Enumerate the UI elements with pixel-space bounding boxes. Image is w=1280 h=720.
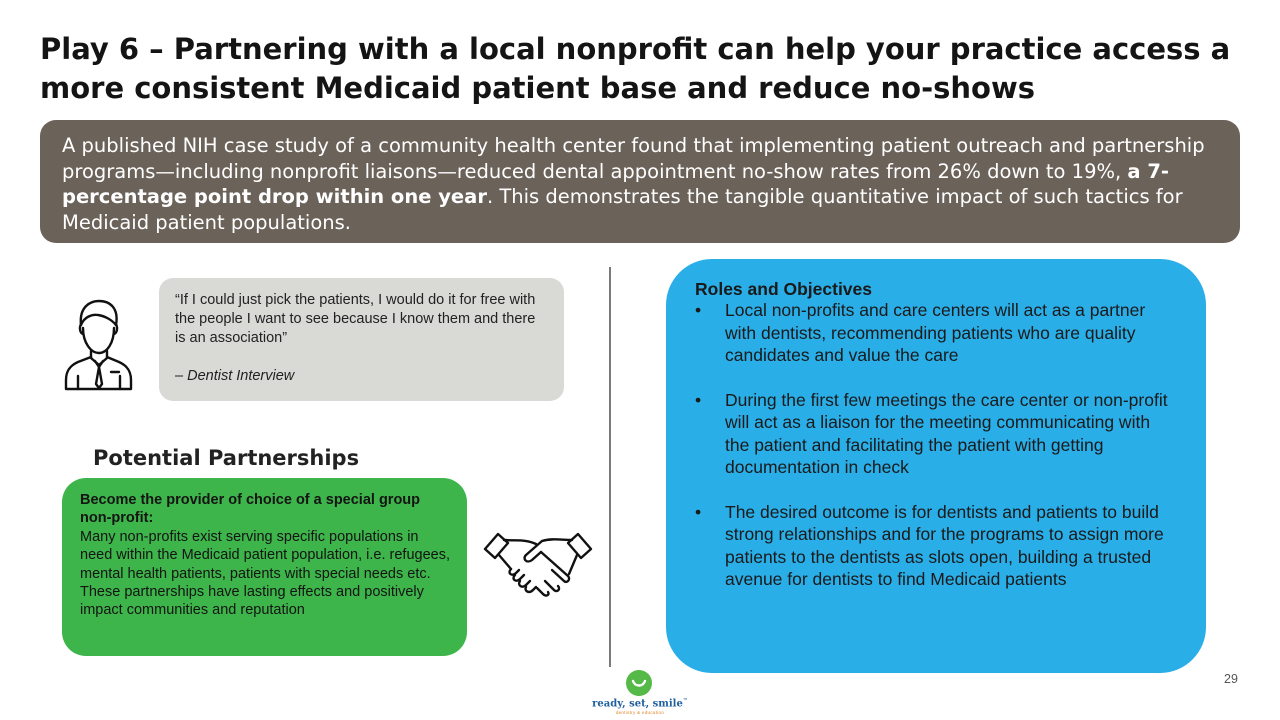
banner-text-end: . This demonstrates the tangible quantitative impact of such tactics for Medicaid patient populations. — [62, 185, 1183, 234]
page-title: Play 6 – Partnering with a local nonprofit can help your practice access a more consistent Medicaid patient base and reduce no-shows — [40, 32, 1231, 105]
partnership-box-heading: Become the provider of choice of a special group non-profit: — [80, 492, 421, 527]
bullet-icon: • — [695, 300, 702, 320]
logo-name: ready, set, smile — [592, 698, 683, 710]
roles-item-text: Local non-profits and care centers will act as a partner with dentists, recommending patients who are quality candidates and value the care — [725, 300, 1146, 365]
ready-set-smile-logo — [592, 670, 688, 716]
roles-list — [695, 299, 1176, 591]
bullet-icon: • — [695, 501, 702, 522]
dentist-quote — [159, 278, 564, 401]
roles-objectives-box — [666, 259, 1206, 673]
roles-list-item — [695, 501, 1176, 591]
quote-text: “If I could just pick the patients, I would do it for free with the people I want to see because I know them and there is an association” — [175, 292, 536, 346]
vertical-divider — [609, 267, 611, 667]
bullet-icon: • — [695, 389, 702, 410]
banner-text-start: A published NIH case study of a community health center found that implementing patient outreach and partnership programs—including nonprofit liaisons—reduced dental appointment no-show rates from 26% down to 19%, — [62, 134, 1205, 183]
partnership-box-body: Many non-profits exist serving specific populations in need within the Medicaid patient population, i.e. refugees, mental health patients, patients with special needs etc. These partnerships have lasting effects and positively impact communities and reputation — [80, 528, 450, 619]
logo-text — [592, 698, 688, 709]
roles-title: Roles and Objectives — [695, 279, 873, 299]
case-study-banner — [40, 120, 1240, 243]
roles-list-item — [695, 299, 1176, 367]
roles-list-item — [695, 389, 1176, 479]
logo-trademark: ™ — [682, 698, 688, 704]
roles-item-text: During the first few meetings the care center or non-profit will act as a liaison for the meeting communicating with the patient and facilitating the patient with getting documentation in check — [725, 389, 1168, 477]
page-number: 29 — [1224, 672, 1238, 686]
roles-item-text: The desired outcome is for dentists and patients to build strong relationships and for the programs to assign more patients to the dentists as slots open, building a trusted avenue for dentists to find Medicaid patients — [725, 501, 1164, 589]
smile-logo-icon — [626, 670, 652, 696]
businessman-icon — [62, 298, 134, 392]
banner-text-highlight: a 7-percentage point drop within one year — [62, 159, 1170, 208]
handshake-icon — [482, 528, 594, 598]
logo-subtext: dentistry & education — [615, 710, 665, 715]
quote-attribution: – Dentist Interview — [175, 368, 295, 384]
partnerships-heading: Potential Partnerships — [93, 446, 360, 470]
partnership-box — [62, 478, 467, 656]
